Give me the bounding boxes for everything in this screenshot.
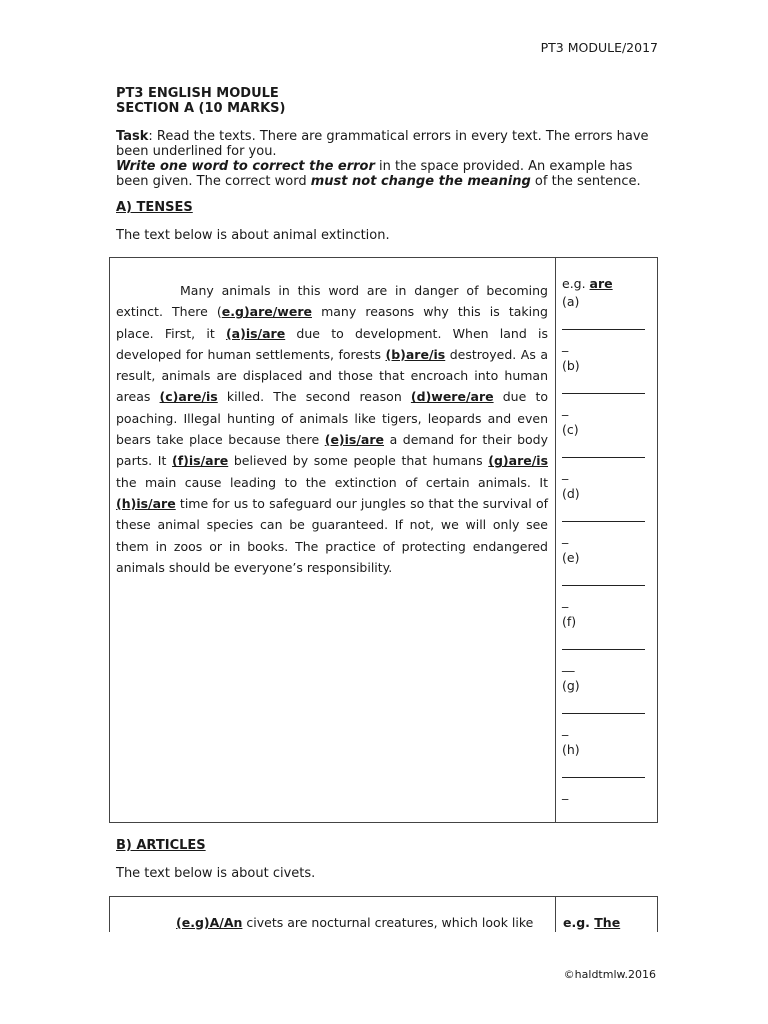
answer-label: (c) bbox=[562, 422, 579, 437]
articles-example-prefix: e.g. bbox=[563, 915, 595, 930]
underlined-error: (d)were/are bbox=[410, 389, 494, 405]
underlined-error: (h)is/are bbox=[116, 495, 176, 511]
task-instructions bbox=[116, 129, 656, 189]
answer-label: (g) bbox=[562, 678, 580, 693]
passage-text: time for us to safeguard our jungles so that the survival of these animal species can be guaranteed. If not, we will only see them in zoos or in books. The practice of protecting endangered animals should be everyone’s responsibility. bbox=[116, 495, 548, 575]
answer-line bbox=[562, 713, 645, 714]
answer-label: (b) bbox=[562, 358, 580, 373]
answer-blank[interactable] bbox=[562, 358, 652, 422]
answer-dash: _ bbox=[562, 529, 569, 544]
answer-line bbox=[562, 457, 645, 458]
example-prefix: e.g. bbox=[562, 276, 590, 291]
answer-line bbox=[562, 777, 645, 778]
example-word: are bbox=[589, 276, 613, 291]
answer-label: (e) bbox=[562, 550, 580, 565]
task-label: Task bbox=[116, 129, 149, 144]
underlined-error: (f)is/are bbox=[172, 453, 229, 469]
answer-label: (d) bbox=[562, 486, 580, 501]
answer-blank[interactable] bbox=[562, 742, 652, 806]
answer-label: (f) bbox=[562, 614, 577, 629]
copyright-footer: ©haldtmlw.2016 bbox=[563, 968, 656, 981]
underlined-error: (g)are/is bbox=[488, 453, 549, 469]
tenses-table-divider bbox=[555, 257, 556, 823]
task-emphasis-2: must not change the meaning bbox=[310, 174, 531, 189]
task-text-1: : Read the texts. There are grammatical errors in every text. The errors have been underlined for you. bbox=[116, 129, 649, 159]
section-b-intro: The text below is about civets. bbox=[116, 866, 316, 881]
section-title: SECTION A (10 MARKS) bbox=[116, 101, 286, 116]
passage-text: the main cause leading to the extinction of certain animals. It bbox=[116, 474, 548, 490]
articles-table-divider bbox=[555, 896, 556, 932]
passage-text: destroyed. As a result, animals are displaced and those that encroach into human areas bbox=[116, 346, 548, 405]
articles-first-line bbox=[176, 915, 533, 930]
answer-blank[interactable] bbox=[562, 614, 652, 678]
answer-line bbox=[562, 585, 645, 586]
task-emphasis-1: Write one word to correct the error bbox=[116, 159, 375, 174]
answer-dash: _ bbox=[562, 593, 569, 608]
underlined-error: (b)are/is bbox=[385, 346, 446, 362]
section-a-heading: A) TENSES bbox=[116, 200, 193, 215]
task-text-2: in the space provided. An example has been given. The correct word bbox=[116, 159, 633, 189]
answer-dash: _ bbox=[562, 337, 569, 352]
answer-blank[interactable] bbox=[562, 422, 652, 486]
answer-line bbox=[562, 649, 645, 650]
underlined-error: e.g)are/were bbox=[221, 304, 312, 320]
underlined-error: (c)are/is bbox=[159, 389, 218, 405]
articles-example-error: (e.g)A/An bbox=[176, 915, 243, 930]
articles-example-word: The bbox=[594, 915, 621, 930]
tenses-answer-column bbox=[562, 276, 652, 806]
example-answer bbox=[562, 276, 652, 294]
answer-dash: _ bbox=[562, 465, 569, 480]
articles-example-answer bbox=[563, 915, 620, 930]
answer-line bbox=[562, 329, 645, 330]
answer-dash: _ bbox=[562, 785, 569, 800]
articles-line-text: civets are nocturnal creatures, which look like bbox=[242, 915, 534, 930]
task-text-3: of the sentence. bbox=[530, 174, 641, 189]
passage-text: due to development. When land is developed for human settlements, forests bbox=[116, 325, 548, 362]
section-b-heading: B) ARTICLES bbox=[116, 838, 206, 853]
answer-line bbox=[562, 393, 645, 394]
module-title: PT3 ENGLISH MODULE bbox=[116, 86, 279, 101]
passage-text: Many animals in this word are in danger of becoming extinct. There ( bbox=[116, 283, 548, 320]
answer-dash: _ bbox=[562, 401, 569, 416]
answer-blank[interactable] bbox=[562, 550, 652, 614]
underlined-error: (e)is/are bbox=[324, 432, 385, 448]
passage-text: due to poaching. Illegal hunting of animals like tigers, leopards and even bears take place because there bbox=[116, 389, 548, 448]
answer-label: (h) bbox=[562, 742, 580, 757]
passage-text: many reasons why this is taking place. First, it bbox=[116, 304, 548, 341]
answer-label: (a) bbox=[562, 294, 580, 309]
answer-dash: _ bbox=[562, 721, 569, 736]
module-header: PT3 MODULE/2017 bbox=[540, 40, 658, 55]
answer-line bbox=[562, 521, 645, 522]
passage-text: a demand for their body parts. It bbox=[116, 432, 548, 469]
passage-text: believed by some people that humans bbox=[228, 453, 489, 469]
answer-dash: __ bbox=[562, 657, 575, 672]
answer-blank[interactable] bbox=[562, 294, 652, 358]
answer-blank[interactable] bbox=[562, 486, 652, 550]
answer-blank[interactable] bbox=[562, 678, 652, 742]
section-a-intro: The text below is about animal extinction. bbox=[116, 228, 390, 243]
passage-text: killed. The second reason bbox=[217, 389, 411, 405]
underlined-error: (a)is/are bbox=[225, 325, 286, 341]
tenses-passage bbox=[116, 280, 548, 578]
